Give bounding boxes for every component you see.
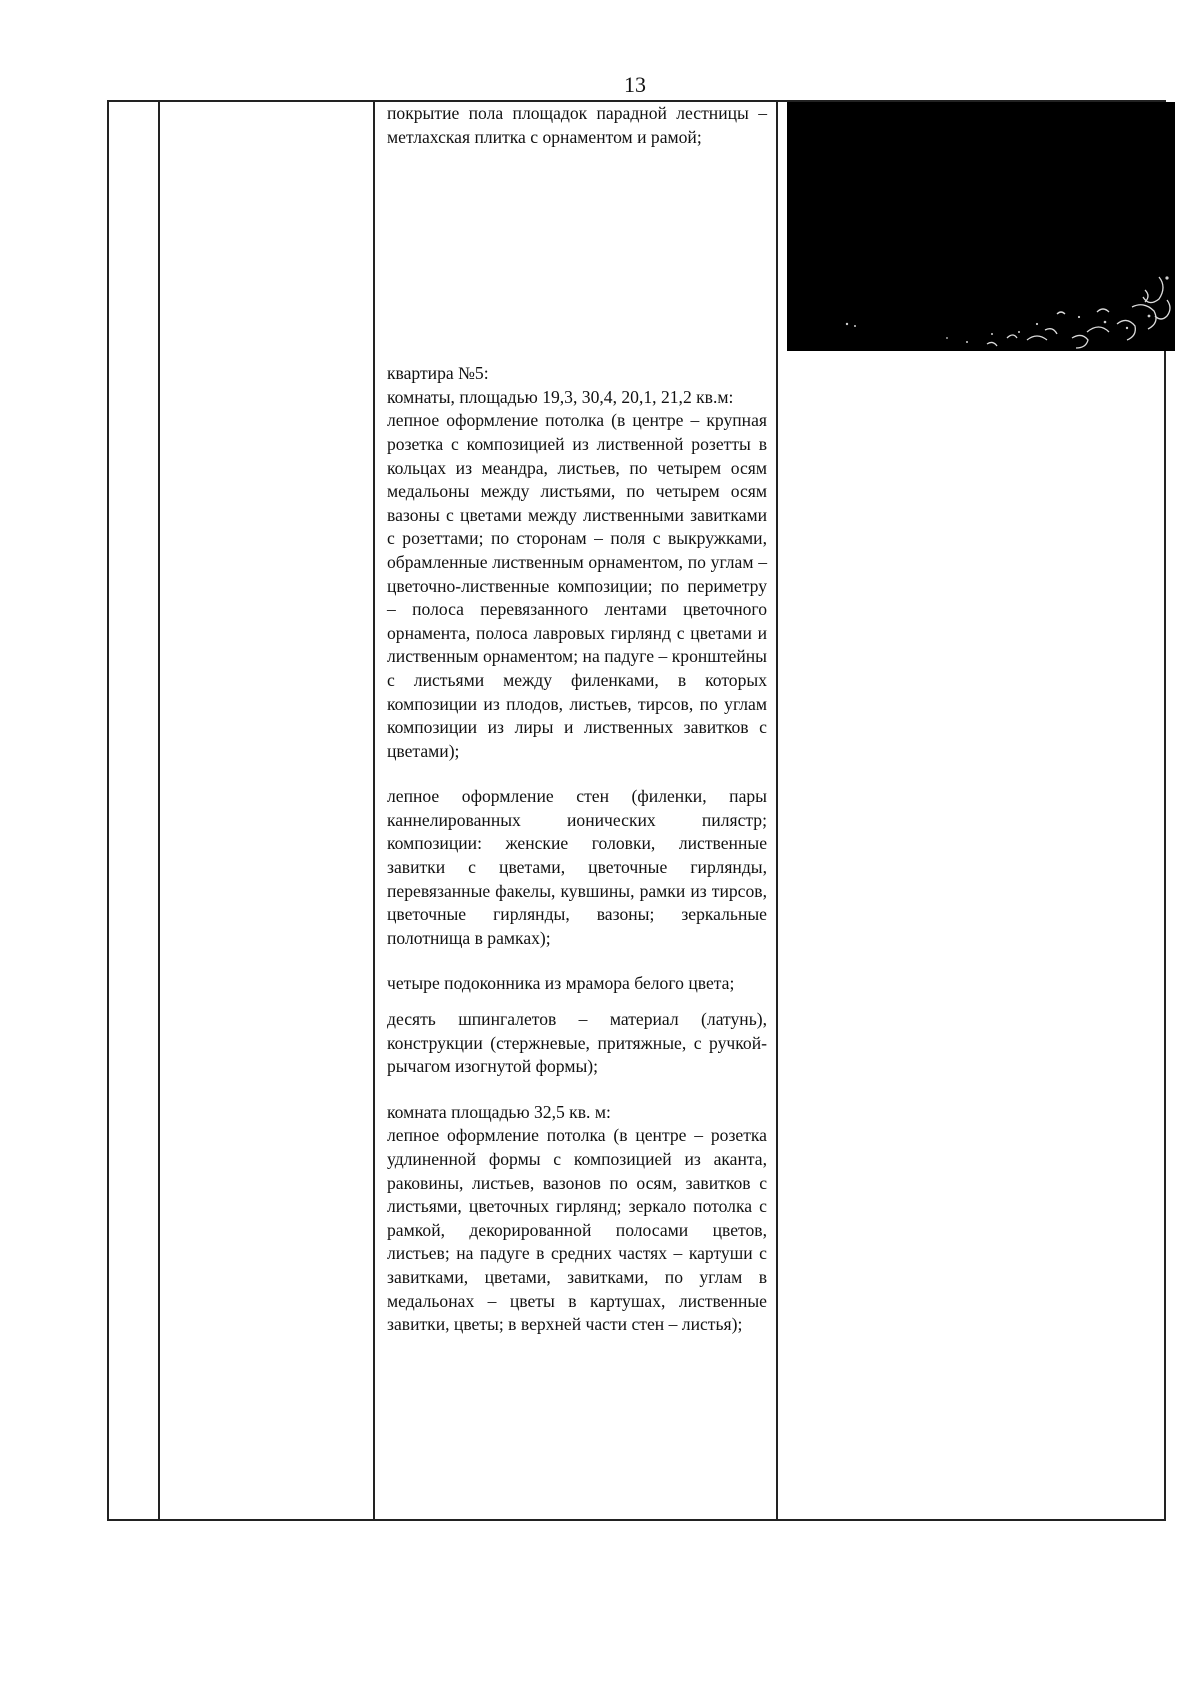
paragraph-floor-covering: покрытие пола площадок парадной лестницы – метлахская плитка с орнаментом и рамой; (387, 103, 767, 147)
page-number: 13 (624, 72, 646, 97)
paragraph-ceiling-stucco-2: лепное оформление потолка (в центре – розетка удлиненной формы с композицией из аканта, раковины, листьев, вазонов по осям, завитков с листьями, цветочных гирлянд; зеркало потолка с рамкой, декорированной полосами цветов, листьев; на падуге в средних частях – картуши с завитками, цветами, завитками, по углам в медальонах – цветы в картушах, лиственные завитки, цветы; в верхней части стен – листья); (387, 1125, 767, 1335)
column-divider-2 (373, 100, 375, 1521)
paragraph-room-area-32: комната площадью 32,5 кв. м: (387, 1101, 611, 1122)
description-column (387, 102, 767, 1337)
paragraph-rooms-area: комнаты, площадью 19,3, 30,4, 20,1, 21,2 кв.м: (387, 386, 734, 407)
column-divider-1 (158, 100, 160, 1521)
paragraph-ceiling-stucco: лепное оформление потолка (в центре – крупная розетка с композицией из лиственной розетты в кольцах из меандра, листьев, по четырем осям медальоны между листьями, по четырем осям вазоны с цветами между лиственными завитками с розеттами; по сторонам – поля с выкружками, обрамленные лиственным орнаментом, по углам – цветочно-лиственные композиции; по периметру – полоса перевязанного лентами цветочного орнамента, полоса лавровых гирлянд с цветами и лиственным орнаментом; на падуге – кронштейны с листьями между филенками, в которых композиции из плодов, листьев, тирсов, по углам композиции из лиры и лиственных завитков с цветами); (387, 410, 767, 761)
photo-thumbnail-icon (787, 102, 1175, 351)
paragraph-apartment-heading: квартира №5: (387, 363, 489, 384)
paragraph-wall-stucco: лепное оформление стен (филенки, пары каннелированных ионических пилястр; композиции: женские головки, лиственные завитки с цветами, цветочные гирлянды, перевязанные факелы, кувшины, рамки из тирсов, цветочные гирлянды, вазоны; зеркальные полотнища в рамках); (387, 786, 767, 948)
paragraph-latches: десять шпингалетов – материал (латунь), конструкции (стержневые, притяжные, с ручкой-рычагом изогнутой формы); (387, 1009, 767, 1077)
paragraph-windowsills: четыре подоконника из мрамора белого цвета; (387, 973, 735, 994)
column-divider-3 (776, 100, 778, 1521)
